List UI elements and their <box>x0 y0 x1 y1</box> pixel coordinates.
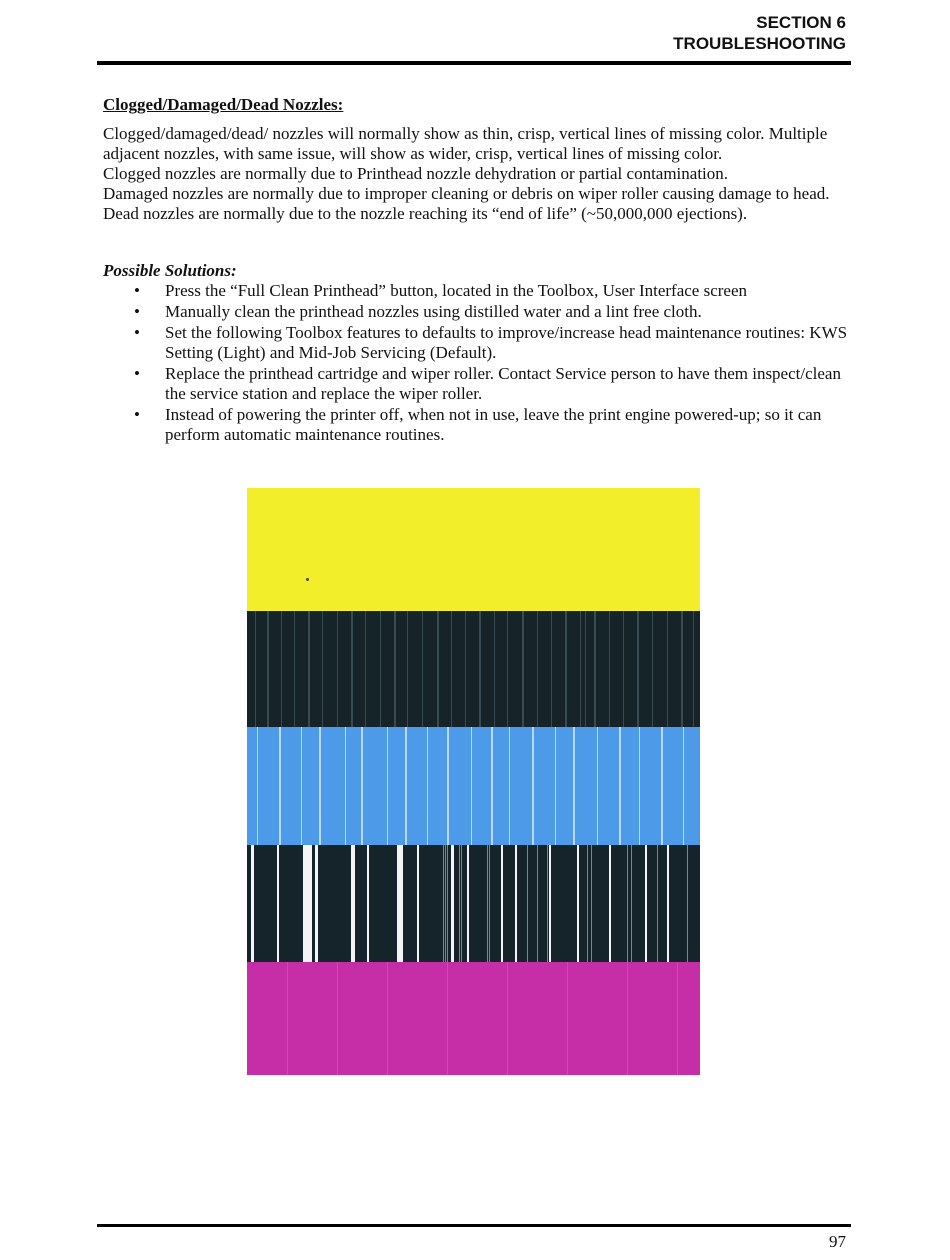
nozzle-streak <box>639 727 640 845</box>
nozzle-streak <box>565 611 567 727</box>
nozzle-streak <box>687 845 688 962</box>
nozzle-streak <box>443 845 444 962</box>
list-item <box>103 364 848 404</box>
paragraph: Clogged/damaged/dead/ nozzles will normally show as thin, crisp, vertical lines of missing color. Multiple adjacent nozzles, with same issue, will show as wider, crisp, vertical lines of missing color. <box>103 124 828 163</box>
nozzle-streak <box>594 611 596 727</box>
nozzle-streak <box>532 727 534 845</box>
nozzle-streak <box>279 727 281 845</box>
yellow-band <box>247 488 700 611</box>
nozzle-streak <box>573 727 575 845</box>
nozzle-streak <box>549 845 551 962</box>
magenta-band <box>247 962 700 1075</box>
nozzle-streak <box>422 611 423 727</box>
nozzle-streak <box>319 727 321 845</box>
bullet-icon: • <box>134 405 140 424</box>
section-title: TROUBLESHOOTING <box>673 34 846 53</box>
nozzle-streak <box>555 727 556 845</box>
list-item <box>103 302 848 322</box>
paragraph: Damaged nozzles are normally due to improper cleaning or debris on wiper roller causing damage to head. <box>103 184 830 203</box>
nozzle-streak <box>693 611 694 727</box>
nozzle-streak <box>631 845 632 962</box>
nozzle-streak <box>661 727 663 845</box>
nozzle-streak <box>580 611 581 727</box>
list-item-text: Press the “Full Clean Printhead” button, located in the Toolbox, User Interface screen <box>165 281 747 300</box>
nozzle-streak <box>657 845 658 962</box>
nozzle-streak <box>585 611 586 727</box>
nozzle-streak <box>255 611 256 727</box>
nozzle-streak <box>515 845 517 962</box>
nozzle-streak <box>489 845 490 962</box>
nozzle-streak <box>387 962 388 1075</box>
bullet-icon: • <box>134 302 140 321</box>
paragraph: Dead nozzles are normally due to the nozzle reaching its “end of life” (~50,000,000 ejections). <box>103 204 748 223</box>
nozzle-streak <box>315 845 318 962</box>
nozzle-streak <box>445 845 446 962</box>
black-band-2 <box>247 845 700 962</box>
nozzle-streak <box>537 845 538 962</box>
bottom-rule <box>97 1224 851 1227</box>
nozzle-streak <box>667 845 669 962</box>
nozzle-streak <box>507 962 508 1075</box>
nozzle-streak <box>494 611 495 727</box>
nozzle-streak <box>447 845 448 962</box>
nozzle-streak <box>591 845 592 962</box>
cyan-band <box>247 727 700 845</box>
nozzle-streak <box>491 727 493 845</box>
nozzle-streak <box>461 845 462 962</box>
nozzle-streak <box>351 611 353 727</box>
black-band-1 <box>247 611 700 727</box>
page-number: 97 <box>829 1232 846 1251</box>
nozzle-streak <box>547 845 548 962</box>
bullet-icon: • <box>134 323 140 342</box>
nozzle-streak <box>447 962 448 1075</box>
bullet-icon: • <box>134 364 140 383</box>
nozzle-streak <box>257 727 258 845</box>
nozzle-streak <box>609 845 611 962</box>
nozzle-test-print <box>247 488 700 1075</box>
nozzle-streak <box>351 845 355 962</box>
ink-speck <box>306 578 309 581</box>
nozzle-streak <box>281 611 282 727</box>
solutions-title: Possible Solutions: <box>103 261 237 280</box>
list-item <box>103 405 848 445</box>
nozzle-streak <box>294 611 295 727</box>
nozzle-streak <box>609 611 610 727</box>
nozzle-streak <box>637 611 639 727</box>
section-number: SECTION 6 <box>756 13 846 32</box>
nozzle-streak <box>437 611 439 727</box>
paragraph: Clogged nozzles are normally due to Printhead nozzle dehydration or partial contamination. <box>103 164 729 183</box>
nozzle-streak <box>405 727 407 845</box>
nozzle-streak <box>337 611 338 727</box>
nozzle-streak <box>417 845 419 962</box>
nozzle-streak <box>509 727 510 845</box>
nozzle-streak <box>267 611 269 727</box>
nozzle-streak <box>367 845 369 962</box>
list-item-text: Instead of powering the printer off, when not in use, leave the print engine powered-up; so it can perform automatic maintenance routines. <box>165 405 822 444</box>
nozzle-streak <box>380 611 381 727</box>
nozzle-streak <box>467 845 469 962</box>
nozzle-streak <box>683 727 684 845</box>
bullet-icon: • <box>134 281 140 300</box>
nozzle-streak <box>597 727 598 845</box>
list-item <box>103 323 848 363</box>
description <box>103 124 848 224</box>
nozzle-streak <box>322 611 323 727</box>
nozzle-streak <box>537 611 538 727</box>
nozzle-streak <box>522 611 524 727</box>
nozzle-streak <box>387 727 388 845</box>
nozzle-streak <box>397 845 403 962</box>
nozzle-streak <box>394 611 396 727</box>
nozzle-streak <box>465 611 466 727</box>
nozzle-streak <box>451 845 454 962</box>
nozzle-streak <box>627 962 628 1075</box>
section-header <box>673 12 846 54</box>
nozzle-streak <box>308 611 310 727</box>
nozzle-streak <box>451 611 452 727</box>
nozzle-streak <box>459 845 460 962</box>
nozzle-streak <box>577 845 579 962</box>
nozzle-streak <box>277 845 279 962</box>
list-item <box>103 281 848 301</box>
nozzle-streak <box>567 962 568 1075</box>
nozzle-streak <box>645 845 647 962</box>
nozzle-streak <box>527 845 528 962</box>
nozzle-streak <box>471 727 472 845</box>
list-item-text: Replace the printhead cartridge and wiper roller. Contact Service person to have them inspect/clean the service station and replace the wiper roller. <box>165 364 841 403</box>
nozzle-streak <box>652 611 653 727</box>
nozzle-streak <box>337 962 338 1075</box>
page-content <box>103 95 848 446</box>
nozzle-streak <box>667 611 668 727</box>
nozzle-streak <box>301 727 302 845</box>
nozzle-streak <box>487 845 488 962</box>
nozzle-streak <box>345 727 346 845</box>
nozzle-streak <box>677 962 678 1075</box>
nozzle-streak <box>587 845 588 962</box>
nozzle-streak <box>623 611 624 727</box>
nozzle-streak <box>427 727 428 845</box>
section-heading: Clogged/Damaged/Dead Nozzles: <box>103 95 344 114</box>
nozzle-streak <box>447 727 449 845</box>
list-item-text: Manually clean the printhead nozzles using distilled water and a lint free cloth. <box>165 302 702 321</box>
nozzle-streak <box>681 611 683 727</box>
solutions-list <box>103 281 848 445</box>
nozzle-streak <box>365 611 366 727</box>
nozzle-streak <box>627 845 628 962</box>
nozzle-streak <box>619 727 621 845</box>
nozzle-streak <box>361 727 363 845</box>
nozzle-streak <box>507 611 508 727</box>
nozzle-streak <box>479 611 481 727</box>
nozzle-streak <box>251 845 254 962</box>
top-rule <box>97 61 851 65</box>
nozzle-streak <box>303 845 312 962</box>
nozzle-streak <box>407 611 408 727</box>
nozzle-streak <box>501 845 503 962</box>
nozzle-streak <box>287 962 288 1075</box>
nozzle-streak <box>551 611 552 727</box>
list-item-text: Set the following Toolbox features to defaults to improve/increase head maintenance routines: KWS Setting (Light) and Mid-Job Servicing (Default). <box>165 323 848 362</box>
